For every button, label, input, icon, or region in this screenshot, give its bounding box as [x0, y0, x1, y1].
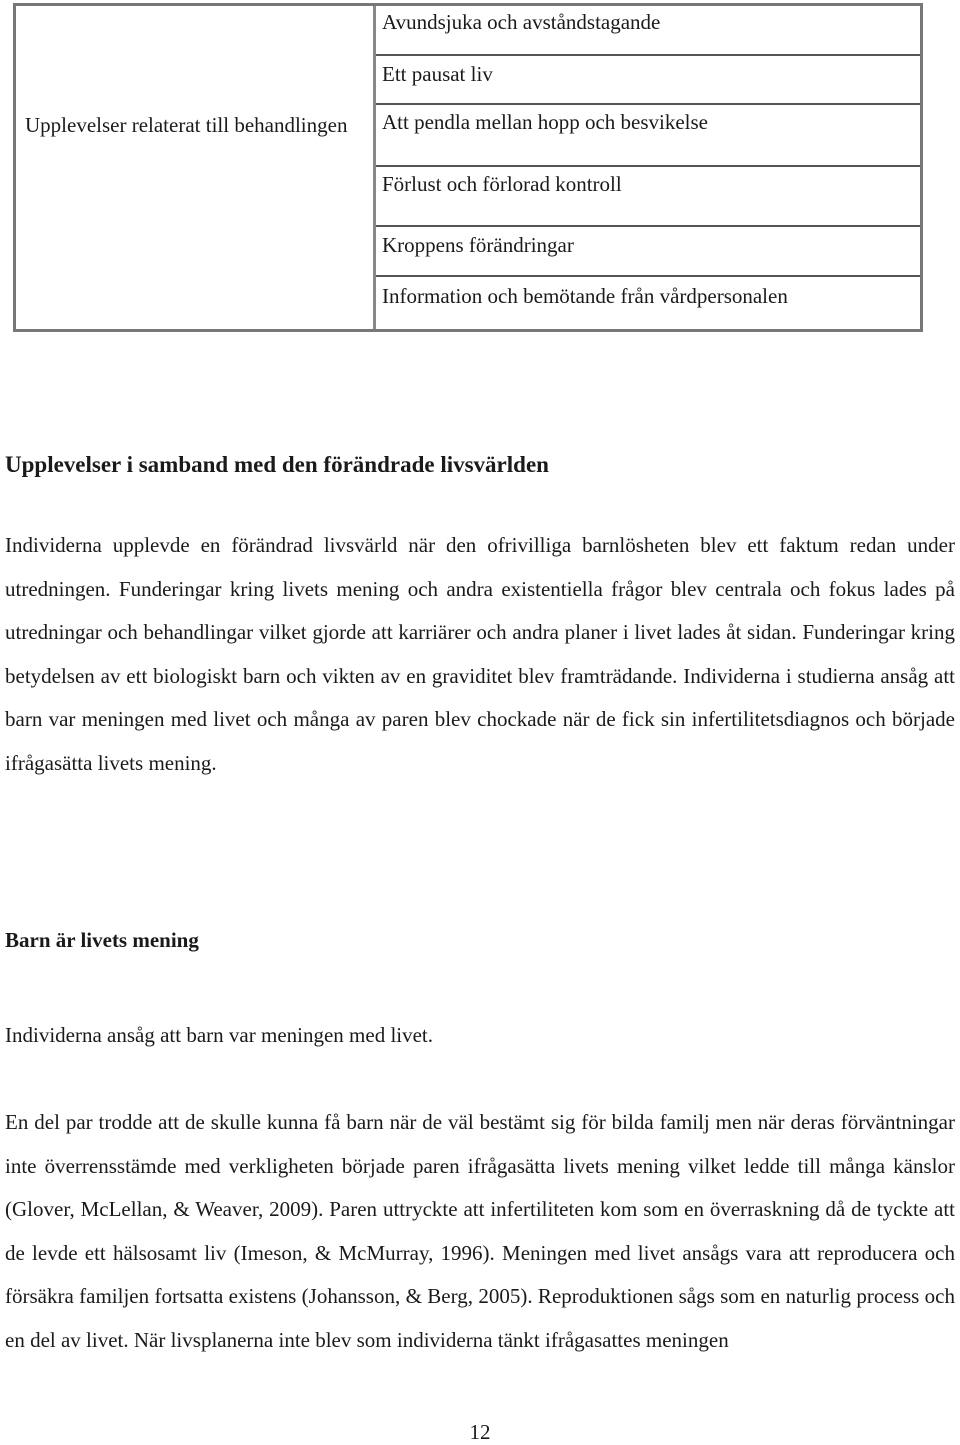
table-divider	[376, 275, 920, 277]
table-item: Att pendla mellan hopp och besvikelse	[382, 110, 709, 134]
table-divider	[376, 165, 920, 167]
table-item: Ett pausat liv	[382, 62, 493, 86]
table-category-cell	[16, 6, 376, 329]
body-paragraph: Individerna upplevde en förändrad livsvärld när den ofrivilliga barnlösheten blev ett faktum redan under utredningen. Funderingar kring livets mening och andra existentiella frågor blev centrala och fokus lades på utredningar och behandlingar vilket gjorde att karriärer och andra planer i livet lades åt sidan. Funderingar kring betydelsen av ett biologiskt barn och vikten av en graviditet blev framträdande. Individerna i studierna ansåg att barn var meningen med livet och många av paren blev chockade när de fick sin infertilitetsdiagnos och började ifrågasätta livets mening.	[5, 533, 955, 775]
table-item: Kroppens förändringar	[382, 233, 574, 257]
section-heading: Upplevelser i samband med den förändrade livsvärlden	[5, 452, 549, 477]
table-item: Förlust och förlorad kontroll	[382, 172, 622, 196]
table-category-label: Upplevelser relaterat till behandlingen	[25, 113, 348, 137]
body-paragraph: En del par trodde att de skulle kunna få barn när de väl bestämt sig för bilda familj men när deras förväntningar inte överrensstämde med verkligheten började paren ifrågasätta livets mening vilket ledde till många känslor (Glover, McLellan, & Weaver, 2009). Paren uttryckte att infertiliteten kom som en överraskning då de tyckte att de levde ett hälsosamt liv (Imeson, & McMurray, 1996). Meningen med livet ansågs vara att reproducera och försäkra familjen fortsatta existens (Johansson, & Berg, 2005). Reproduktionen sågs som en naturlig process och en del av livet. När livsplanerna inte blev som individerna tänkt ifrågasattes meningen	[5, 1110, 955, 1352]
table-divider	[376, 103, 920, 105]
section-heading: Barn är livets mening	[5, 928, 199, 952]
table-items-cell	[376, 6, 920, 329]
themes-table	[13, 3, 923, 332]
table-divider	[376, 225, 920, 227]
intro-paragraph: Individerna ansåg att barn var meningen med livet.	[5, 1023, 434, 1047]
page-number: 12	[469, 1420, 491, 1444]
table-divider	[376, 54, 920, 56]
table-item: Avundsjuka och avståndstagande	[382, 10, 661, 34]
table-item: Information och bemötande från vårdpersonalen	[382, 284, 788, 308]
